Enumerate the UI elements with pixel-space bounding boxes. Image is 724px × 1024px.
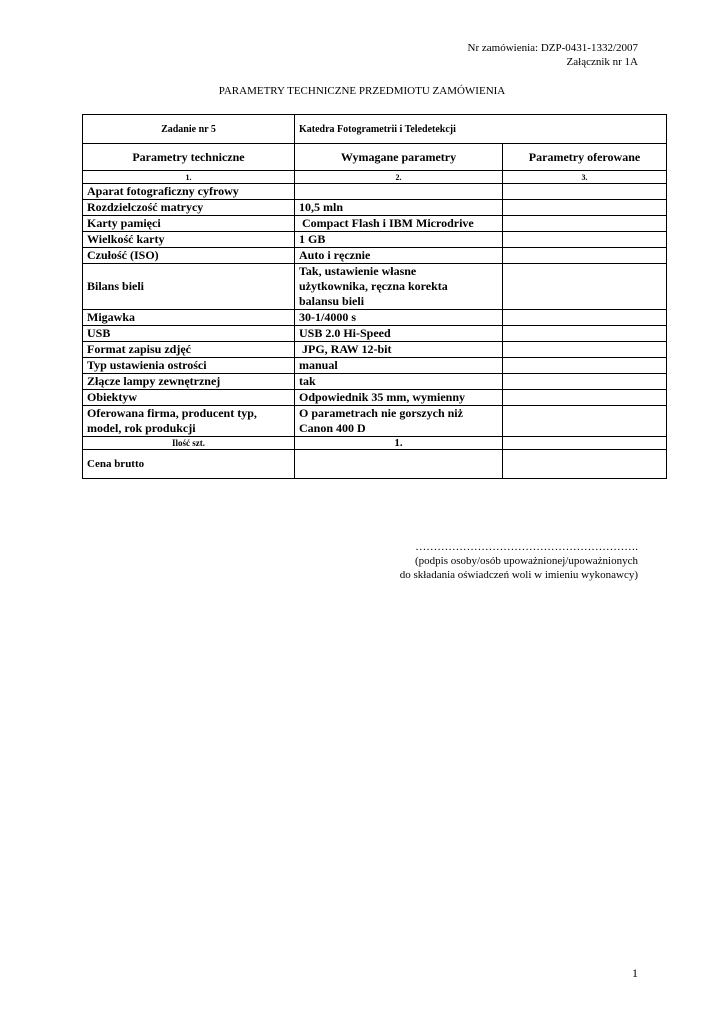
price-label: Cena brutto (83, 450, 295, 479)
table-row (83, 200, 667, 216)
required-cell: Compact Flash i IBM Microdrive (295, 216, 503, 232)
column-number-row (83, 171, 667, 184)
param-cell: Rozdzielczość matrycy (83, 200, 295, 216)
table-row (83, 264, 667, 310)
offered-cell[interactable] (503, 406, 667, 437)
quantity-offered-cell[interactable] (503, 437, 667, 450)
attachment-label: Załącznik nr 1A (566, 56, 638, 68)
param-cell: Obiektyw (83, 390, 295, 406)
column-number: 2. (295, 171, 503, 184)
table-row (83, 232, 667, 248)
offered-cell[interactable] (503, 326, 667, 342)
param-cell (83, 406, 295, 437)
table-row (83, 326, 667, 342)
column-header: Parametry oferowane (503, 144, 667, 171)
offered-cell[interactable] (503, 390, 667, 406)
param-cell: Aparat fotograficzny cyfrowy (83, 184, 295, 200)
offered-cell[interactable] (503, 358, 667, 374)
required-cell: manual (295, 358, 503, 374)
department-label: Katedra Fotogrametrii i Teledetekcji (295, 115, 667, 144)
param-cell: USB (83, 326, 295, 342)
offered-cell[interactable] (503, 264, 667, 310)
offered-cell[interactable] (503, 232, 667, 248)
page-title: PARAMETRY TECHNICZNE PRZEDMIOTU ZAMÓWIENIA (218, 85, 506, 97)
param-cell: Wielkość karty (83, 232, 295, 248)
table-row (83, 342, 667, 358)
param-cell: Czułość (ISO) (83, 248, 295, 264)
table-row (83, 406, 667, 437)
required-line: Tak, ustawienie własne (299, 264, 417, 278)
required-cell: 10,5 mln (295, 200, 503, 216)
param-cell: Złącze lampy zewnętrznej (83, 374, 295, 390)
table-row (83, 374, 667, 390)
required-cell: 30-1/4000 s (295, 310, 503, 326)
quantity-row (83, 437, 667, 450)
required-line: użytkownika, ręczna korekta (299, 279, 448, 293)
signature-dots: ……………………………………………………. (415, 541, 638, 553)
signature-block (400, 540, 638, 582)
price-required-cell (295, 450, 503, 479)
required-cell: 1 GB (295, 232, 503, 248)
offered-cell[interactable] (503, 248, 667, 264)
column-number: 1. (83, 171, 295, 184)
required-cell: tak (295, 374, 503, 390)
column-header-row (83, 144, 667, 171)
param-cell: Bilans bieli (83, 264, 295, 310)
required-line: balansu bieli (299, 294, 365, 308)
column-header: Parametry techniczne (83, 144, 295, 171)
param-line: Oferowana firma, producent typ, (87, 406, 257, 420)
required-cell (295, 184, 503, 200)
price-offered-cell[interactable] (503, 450, 667, 479)
signature-caption-line2: do składania oświadczeń woli w imieniu wykonawcy) (399, 569, 638, 581)
quantity-value: 1. (295, 437, 503, 450)
table-row (83, 358, 667, 374)
task-label: Zadanie nr 5 (83, 115, 295, 144)
required-cell: USB 2.0 Hi-Speed (295, 326, 503, 342)
required-cell: Odpowiednik 35 mm, wymienny (295, 390, 503, 406)
required-cell (295, 406, 503, 437)
required-cell: JPG, RAW 12-bit (295, 342, 503, 358)
signature-caption-line1: (podpis osoby/osób upoważnionej/upoważnionych (414, 555, 638, 567)
column-header: Wymagane parametry (295, 144, 503, 171)
offered-cell[interactable] (503, 184, 667, 200)
column-number: 3. (503, 171, 667, 184)
order-number: Nr zamówienia: DZP-0431-1332/2007 (467, 42, 638, 54)
table-row (83, 310, 667, 326)
price-row (83, 450, 667, 479)
required-line: O parametrach nie gorszych niż (299, 406, 463, 420)
parameters-table (82, 114, 667, 479)
param-line: model, rok produkcji (87, 421, 196, 435)
required-line: Canon 400 D (299, 421, 366, 435)
param-cell: Migawka (83, 310, 295, 326)
offered-cell[interactable] (503, 200, 667, 216)
offered-cell[interactable] (503, 216, 667, 232)
param-cell: Format zapisu zdjęć (83, 342, 295, 358)
quantity-label: Ilość szt. (83, 437, 295, 450)
offered-cell[interactable] (503, 374, 667, 390)
required-cell: Auto i ręcznie (295, 248, 503, 264)
table-row (83, 390, 667, 406)
table-row (83, 184, 667, 200)
table-row (83, 248, 667, 264)
param-cell: Typ ustawienia ostrości (83, 358, 295, 374)
offered-cell[interactable] (503, 342, 667, 358)
offered-cell[interactable] (503, 310, 667, 326)
param-cell: Karty pamięci (83, 216, 295, 232)
task-row (83, 115, 667, 144)
table-row (83, 216, 667, 232)
required-cell (295, 264, 503, 310)
page-number: 1 (632, 966, 638, 980)
